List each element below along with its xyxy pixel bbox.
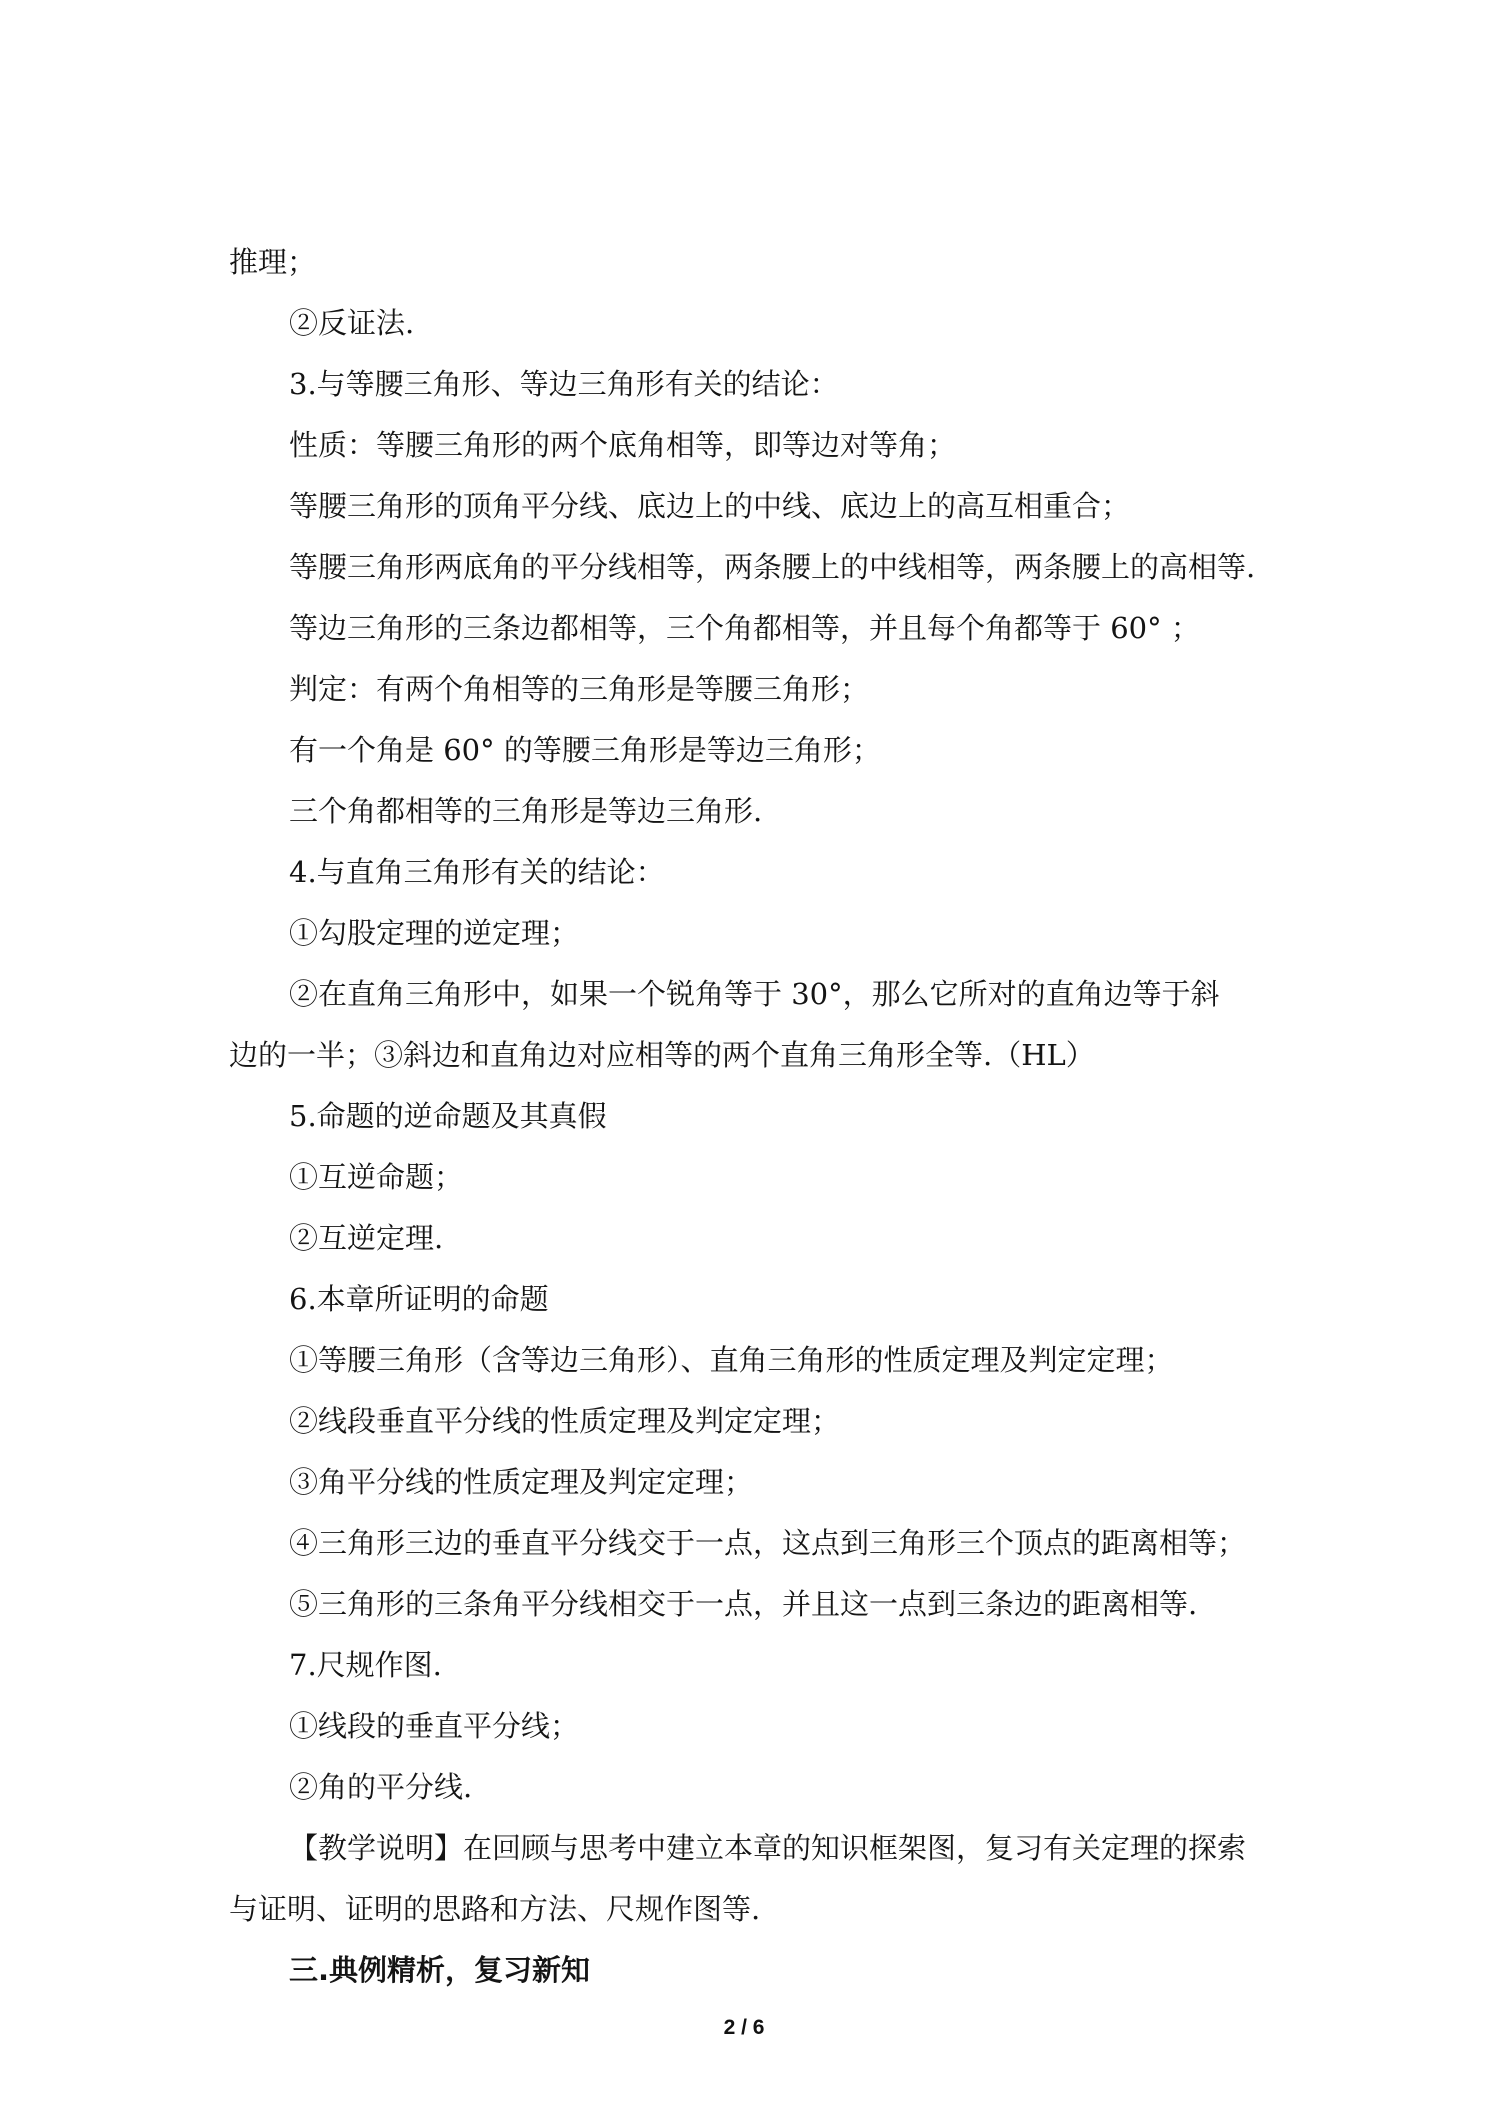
text-line: ②反证法. <box>289 306 415 340</box>
text-line: 7.尺规作图. <box>289 1648 442 1682</box>
text-line: ⑤三角形的三条角平分线相交于一点，并且这一点到三条边的距离相等. <box>289 1587 1198 1621</box>
text-line: ③角平分线的性质定理及判定定理； <box>289 1465 754 1499</box>
text-line: ①线段的垂直平分线； <box>289 1709 580 1743</box>
text-line: 等边三角形的三条边都相等，三个角都相等，并且每个角都等于 60° ； <box>289 611 1200 645</box>
text-line: 6.本章所证明的命题 <box>289 1282 549 1316</box>
text-line: ②互逆定理. <box>289 1221 444 1255</box>
text-line: ②线段垂直平分线的性质定理及判定定理； <box>289 1404 841 1438</box>
text-line: 边的一半；③斜边和直角边对应相等的两个直角三角形全等.（HL） <box>229 1038 1095 1072</box>
section-heading: 三.典例精析，复习新知 <box>289 1953 591 1987</box>
text-line: 与证明、证明的思路和方法、尺规作图等. <box>229 1892 761 1926</box>
text-line: ①互逆命题； <box>289 1160 464 1194</box>
text-line: ④三角形三边的垂直平分线交于一点，这点到三角形三个顶点的距离相等； <box>289 1526 1247 1560</box>
text-line: 三个角都相等的三角形是等边三角形. <box>289 794 763 828</box>
text-line: ①勾股定理的逆定理； <box>289 916 580 950</box>
text-line: ②在直角三角形中，如果一个锐角等于 30°，那么它所对的直角边等于斜 <box>289 977 1220 1011</box>
text-line: 有一个角是 60° 的等腰三角形是等边三角形； <box>289 733 881 767</box>
text-line: 【教学说明】在回顾与思考中建立本章的知识框架图，复习有关定理的探索 <box>289 1831 1247 1865</box>
page-number: 2 / 6 <box>723 2016 765 2039</box>
text-line: 3.与等腰三角形、等边三角形有关的结论： <box>289 367 839 401</box>
text-line: ①等腰三角形（含等边三角形）、直角三角形的性质定理及判定定理； <box>289 1343 1174 1377</box>
text-line: 4.与直角三角形有关的结论： <box>289 855 665 889</box>
text-line: 推理； <box>229 245 317 279</box>
text-line: 5.命题的逆命题及其真假 <box>289 1099 607 1133</box>
text-line: 性质：等腰三角形的两个底角相等，即等边对等角； <box>289 428 957 462</box>
text-line: ②角的平分线. <box>289 1770 473 1804</box>
text-line: 判定：有两个角相等的三角形是等腰三角形； <box>289 672 870 706</box>
text-line: 等腰三角形两底角的平分线相等，两条腰上的中线相等，两条腰上的高相等. <box>289 550 1256 584</box>
text-line: 等腰三角形的顶角平分线、底边上的中线、底边上的高互相重合； <box>289 489 1131 523</box>
